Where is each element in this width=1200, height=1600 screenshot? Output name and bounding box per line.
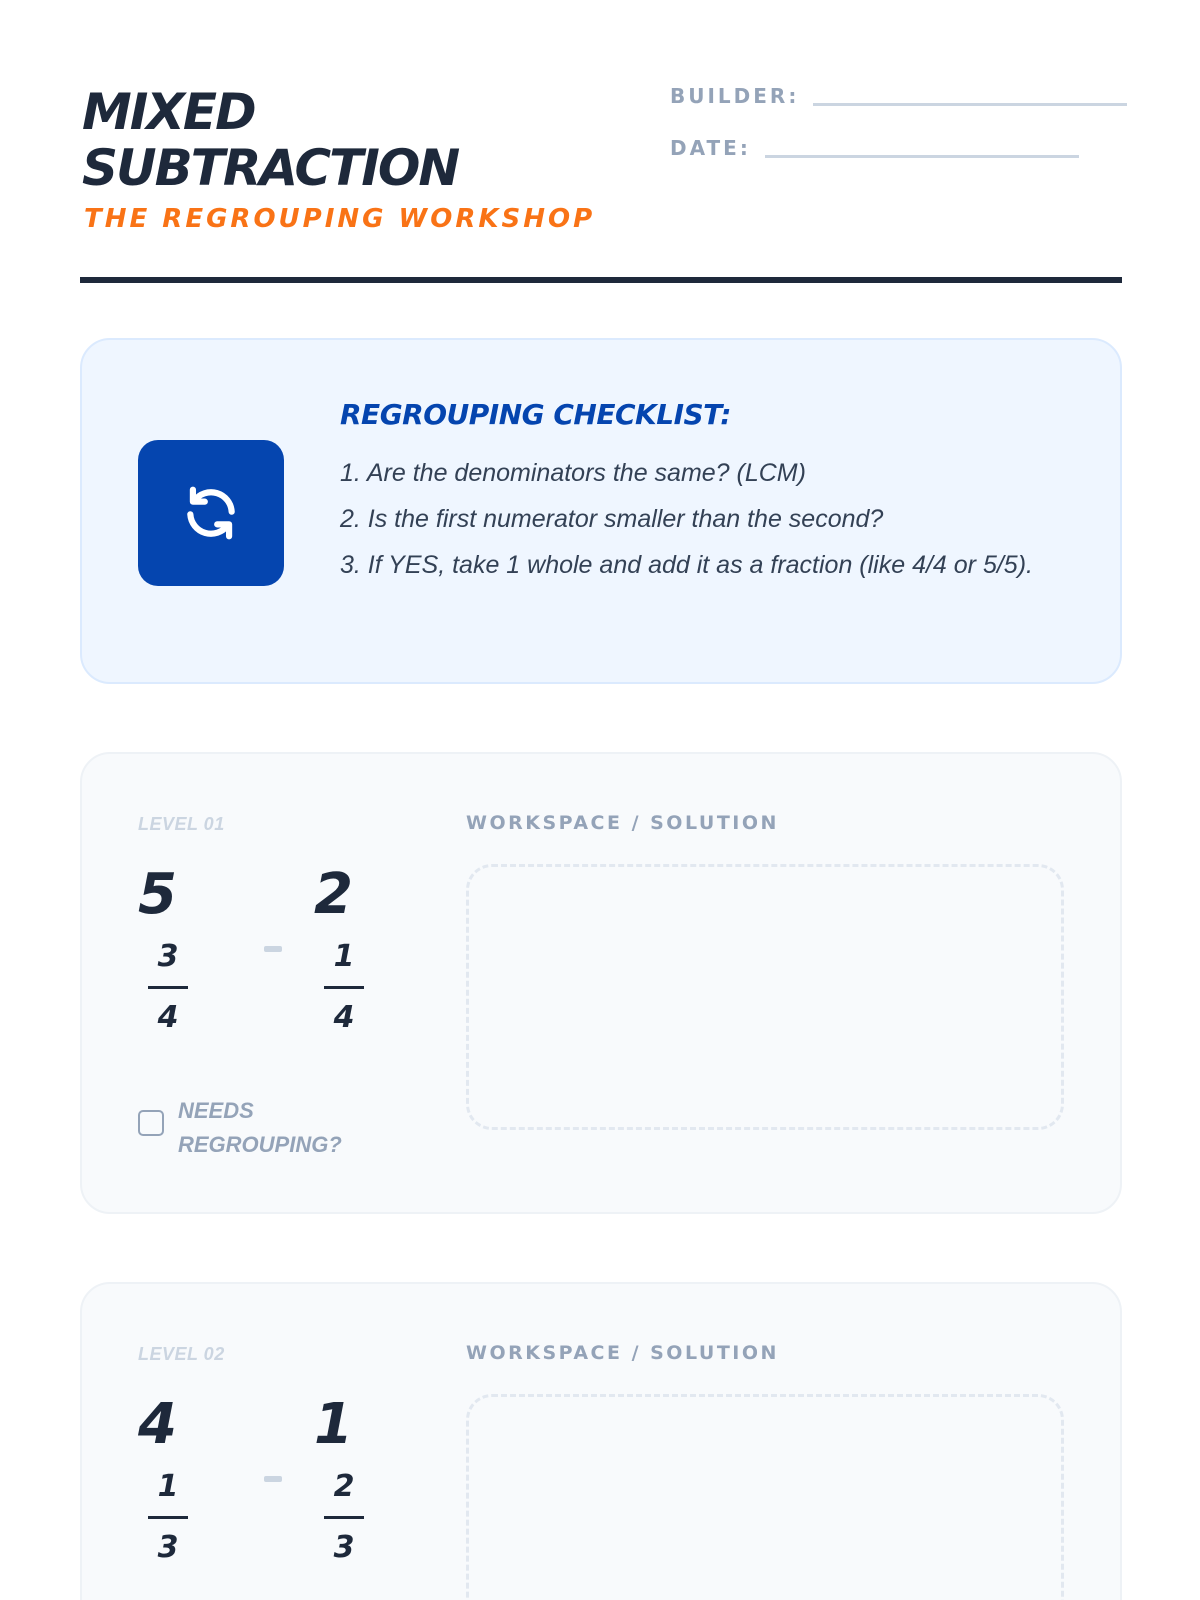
refresh-icon <box>138 440 284 586</box>
level-label: LEVEL 02 <box>138 1344 225 1364</box>
fraction-bar <box>324 986 364 989</box>
checklist-item: 3. If YES, take 1 whole and add it as a fraction (like 4/4 or 5/5). <box>340 551 1033 579</box>
denominator: 4 <box>333 1000 355 1035</box>
title-line-1: MIXED <box>82 83 255 141</box>
minus-sign <box>264 946 282 952</box>
whole-number: 2 <box>314 862 353 927</box>
problem-card-1 <box>80 752 1122 1214</box>
workspace-label: WORKSPACE / SOLUTION <box>466 812 779 834</box>
needs-regrouping <box>138 1094 358 1162</box>
numerator: 1 <box>157 1469 179 1504</box>
numerator: 2 <box>333 1469 355 1504</box>
whole-number: 4 <box>138 1392 177 1457</box>
page-subtitle: THE REGROUPING WORKSHOP <box>84 204 596 234</box>
checklist-body <box>340 398 1060 591</box>
needs-regrouping-label: NEEDS REGROUPING? <box>178 1098 342 1157</box>
denominator: 4 <box>157 1000 179 1035</box>
problem-card-2 <box>80 1282 1122 1600</box>
numerator: 1 <box>333 939 355 974</box>
minus-sign <box>264 1476 282 1482</box>
whole-number: 5 <box>138 862 177 927</box>
needs-regrouping-checkbox[interactable] <box>138 1110 164 1136</box>
regrouping-checklist <box>80 338 1122 684</box>
denominator: 3 <box>157 1530 179 1565</box>
whole-number: 1 <box>314 1392 353 1457</box>
level-label: LEVEL 01 <box>138 814 225 834</box>
date-line[interactable] <box>765 155 1079 158</box>
fraction-bar <box>148 986 188 989</box>
second-mixed-number <box>314 864 374 1035</box>
second-mixed-number <box>314 1394 374 1565</box>
checklist-item: 2. Is the first numerator smaller than the second? <box>340 505 884 533</box>
builder-label: BUILDER: <box>670 84 800 108</box>
page-title <box>82 84 458 196</box>
checklist-title: REGROUPING CHECKLIST: <box>340 398 731 431</box>
first-mixed-number <box>138 864 198 1035</box>
workspace-area[interactable] <box>466 864 1064 1130</box>
checklist-item: 1. Are the denominators the same? (LCM) <box>340 459 806 487</box>
workspace-label: WORKSPACE / SOLUTION <box>466 1342 779 1364</box>
numerator: 3 <box>157 939 179 974</box>
builder-line[interactable] <box>813 103 1127 106</box>
date-field <box>670 136 1079 160</box>
title-line-2: SUBTRACTION <box>82 139 459 197</box>
header-divider <box>80 277 1122 283</box>
fraction-bar <box>148 1516 188 1519</box>
builder-field <box>670 84 1127 108</box>
denominator: 3 <box>333 1530 355 1565</box>
fraction-bar <box>324 1516 364 1519</box>
workspace-area[interactable] <box>466 1394 1064 1600</box>
date-label: DATE: <box>670 136 751 160</box>
first-mixed-number <box>138 1394 198 1565</box>
